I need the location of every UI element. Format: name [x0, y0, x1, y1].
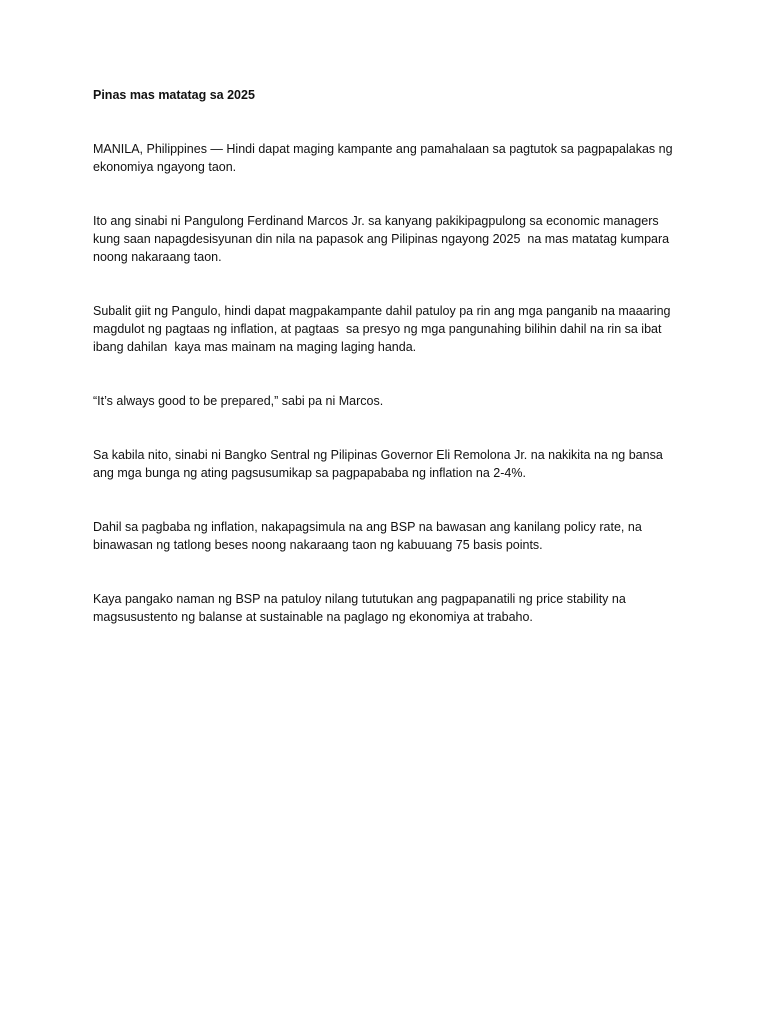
paragraph-2: Ito ang sinabi ni Pangulong Ferdinand Marcos Jr. sa kanyang pakikipagpulong sa economic managers kung saan napagdesisyunan din nila na papasok ang Pilipinas ngayong 2025 na mas matatag kumpara noong nakaraang taon.	[93, 214, 673, 264]
document-body	[93, 86, 677, 626]
paragraph-5: Sa kabila nito, sinabi ni Bangko Sentral ng Pilipinas Governor Eli Remolona Jr. na nakikita na ng bansa ang mga bunga ng ating pagsusumikap sa pagpapababa ng inflation na 2-4%.	[93, 448, 667, 480]
paragraph-4: “It’s always good to be prepared,” sabi pa ni Marcos.	[93, 394, 384, 408]
paragraph-7: Kaya pangako naman ng BSP na patuloy nilang tututukan ang pagpapanatili ng price stability na magsusustento ng balanse at sustainable na paglago ng ekonomiya at trabaho.	[93, 592, 630, 624]
paragraph-6: Dahil sa pagbaba ng inflation, nakapagsimula na ang BSP na bawasan ang kanilang policy rate, na binawasan ng tatlong beses noong nakaraang taon ng kabuuang 75 basis points.	[93, 520, 646, 552]
paragraph-1: MANILA, Philippines — Hindi dapat maging kampante ang pamahalaan sa pagtutok sa pagpapalakas ng ekonomiya ngayong taon.	[93, 142, 677, 174]
paragraph-3: Subalit giit ng Pangulo, hindi dapat magpakampante dahil patuloy pa rin ang mga panganib na maaaring magdulot ng pagtaas ng inflation, at pagtaas sa presyo ng mga pangunahing bilihin dahil na rin sa ibat ibang dahilan kaya mas mainam na maging laging handa.	[93, 304, 674, 354]
document-title: Pinas mas matatag sa 2025	[93, 88, 255, 102]
